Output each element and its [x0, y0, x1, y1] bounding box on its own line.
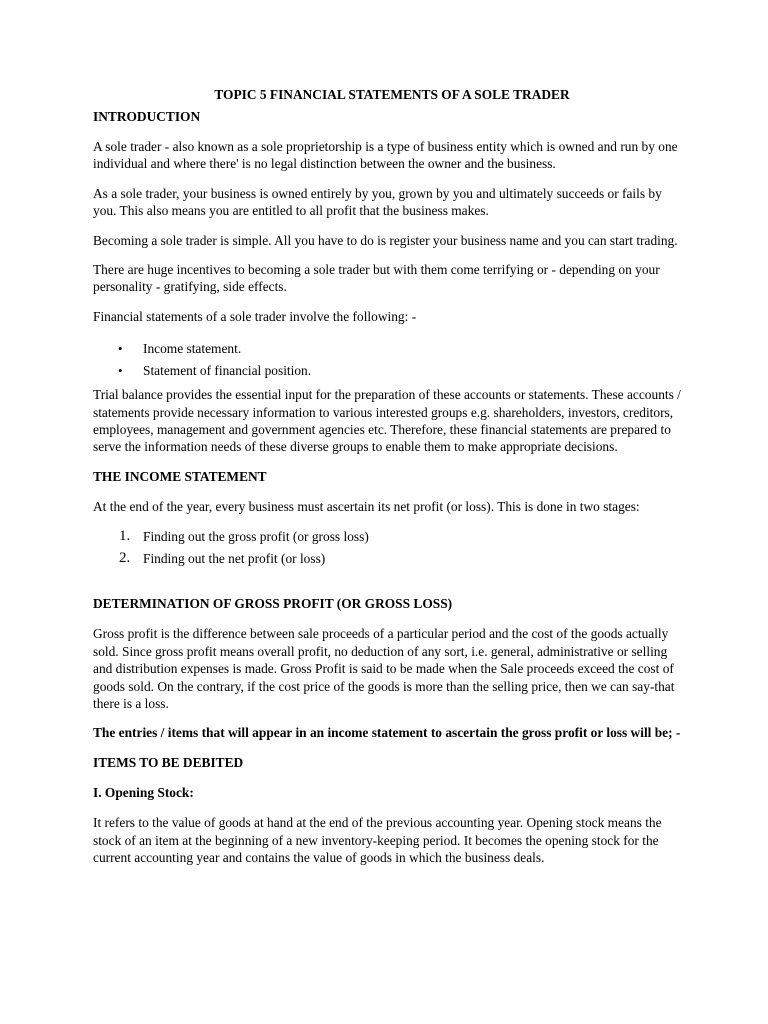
- income-statement-heading: THE INCOME STATEMENT: [93, 468, 267, 484]
- trial-balance-paragraph: Trial balance provides the essential input for the preparation of these accounts or statements. These accounts / statements provide necessary information to various interested groups e.g. shareholders, investors, creditors, employees, management and government agencies etc. Therefore, these financial statements are prepared to serve the information needs of these diverse groups to enable them to make appropriate decisions.: [93, 387, 681, 455]
- intro-paragraph-4: There are huge incentives to becoming a sole trader but with them come terrifying or - depending on your personality - gratifying, side effects.: [93, 262, 660, 295]
- number-marker: 2.: [119, 549, 131, 566]
- items-debited-heading: ITEMS TO BE DEBITED: [93, 755, 244, 771]
- intro-paragraph-3: Becoming a sole trader is simple. All you have to do is register your business name and you can start trading.: [93, 232, 678, 248]
- list-item-text: Finding out the gross profit (or gross loss): [143, 529, 369, 545]
- intro-paragraph-2: As a sole trader, your business is owned entirely by you, grown by you and ultimately succeeds or fails by you. This also means you are entitled to all profit that the business makes.: [93, 185, 662, 219]
- bullet-marker: •: [118, 341, 123, 357]
- number-marker: 1.: [119, 528, 131, 545]
- intro-paragraph-5: Financial statements of a sole trader involve the following: -: [93, 308, 417, 324]
- list-item: [93, 362, 683, 384]
- list-item-text: Finding out the net profit (or loss): [143, 550, 326, 566]
- entries-statement: The entries / items that will appear in an income statement to ascertain the gross profit or loss will be; -: [93, 725, 681, 741]
- list-item-text: Income statement.: [143, 341, 242, 357]
- opening-stock-paragraph: It refers to the value of goods at hand at the end of the previous accounting year. Opening stock means the stock of an item at the beginning of a new inventory-keeping period. It becomes the opening stock for the current accounting year and contains the value of goods in which the business deals.: [93, 815, 662, 866]
- introduction-heading: INTRODUCTION: [93, 109, 201, 124]
- intro-paragraph-1: A sole trader - also known as a sole proprietorship is a type of business entity which is owned and run by one individual and where there' is no legal distinction between the owner and the business.: [93, 139, 678, 172]
- document-title: TOPIC 5 FINANCIAL STATEMENTS OF A SOLE TRADER: [214, 87, 570, 102]
- stages-list: [93, 528, 683, 571]
- bullet-marker: •: [118, 362, 123, 378]
- opening-stock-heading: I. Opening Stock:: [93, 785, 194, 801]
- list-item: [93, 340, 683, 362]
- list-item-text: Statement of financial position.: [143, 362, 312, 378]
- document-body: [93, 86, 683, 867]
- list-item: [93, 550, 683, 572]
- income-statement-paragraph: At the end of the year, every business must ascertain its net profit (or loss). This is done in two stages:: [93, 498, 640, 514]
- gross-profit-paragraph: Gross profit is the difference between sale proceeds of a particular period and the cost of the goods actually sold. Since gross profit means overall profit, no deduction of any sort, i.e. general, administrative or selling and distribution expenses is made. Gross Profit is said to be made when the Sale proceeds exceed the cost of goods sold. On the contrary, if the cost price of the goods is more than the selling price, then we can say-that there is a loss.: [93, 626, 675, 711]
- list-item: [93, 528, 683, 550]
- statements-list: [93, 340, 683, 383]
- gross-profit-heading: DETERMINATION OF GROSS PROFIT (OR GROSS LOSS): [93, 596, 453, 612]
